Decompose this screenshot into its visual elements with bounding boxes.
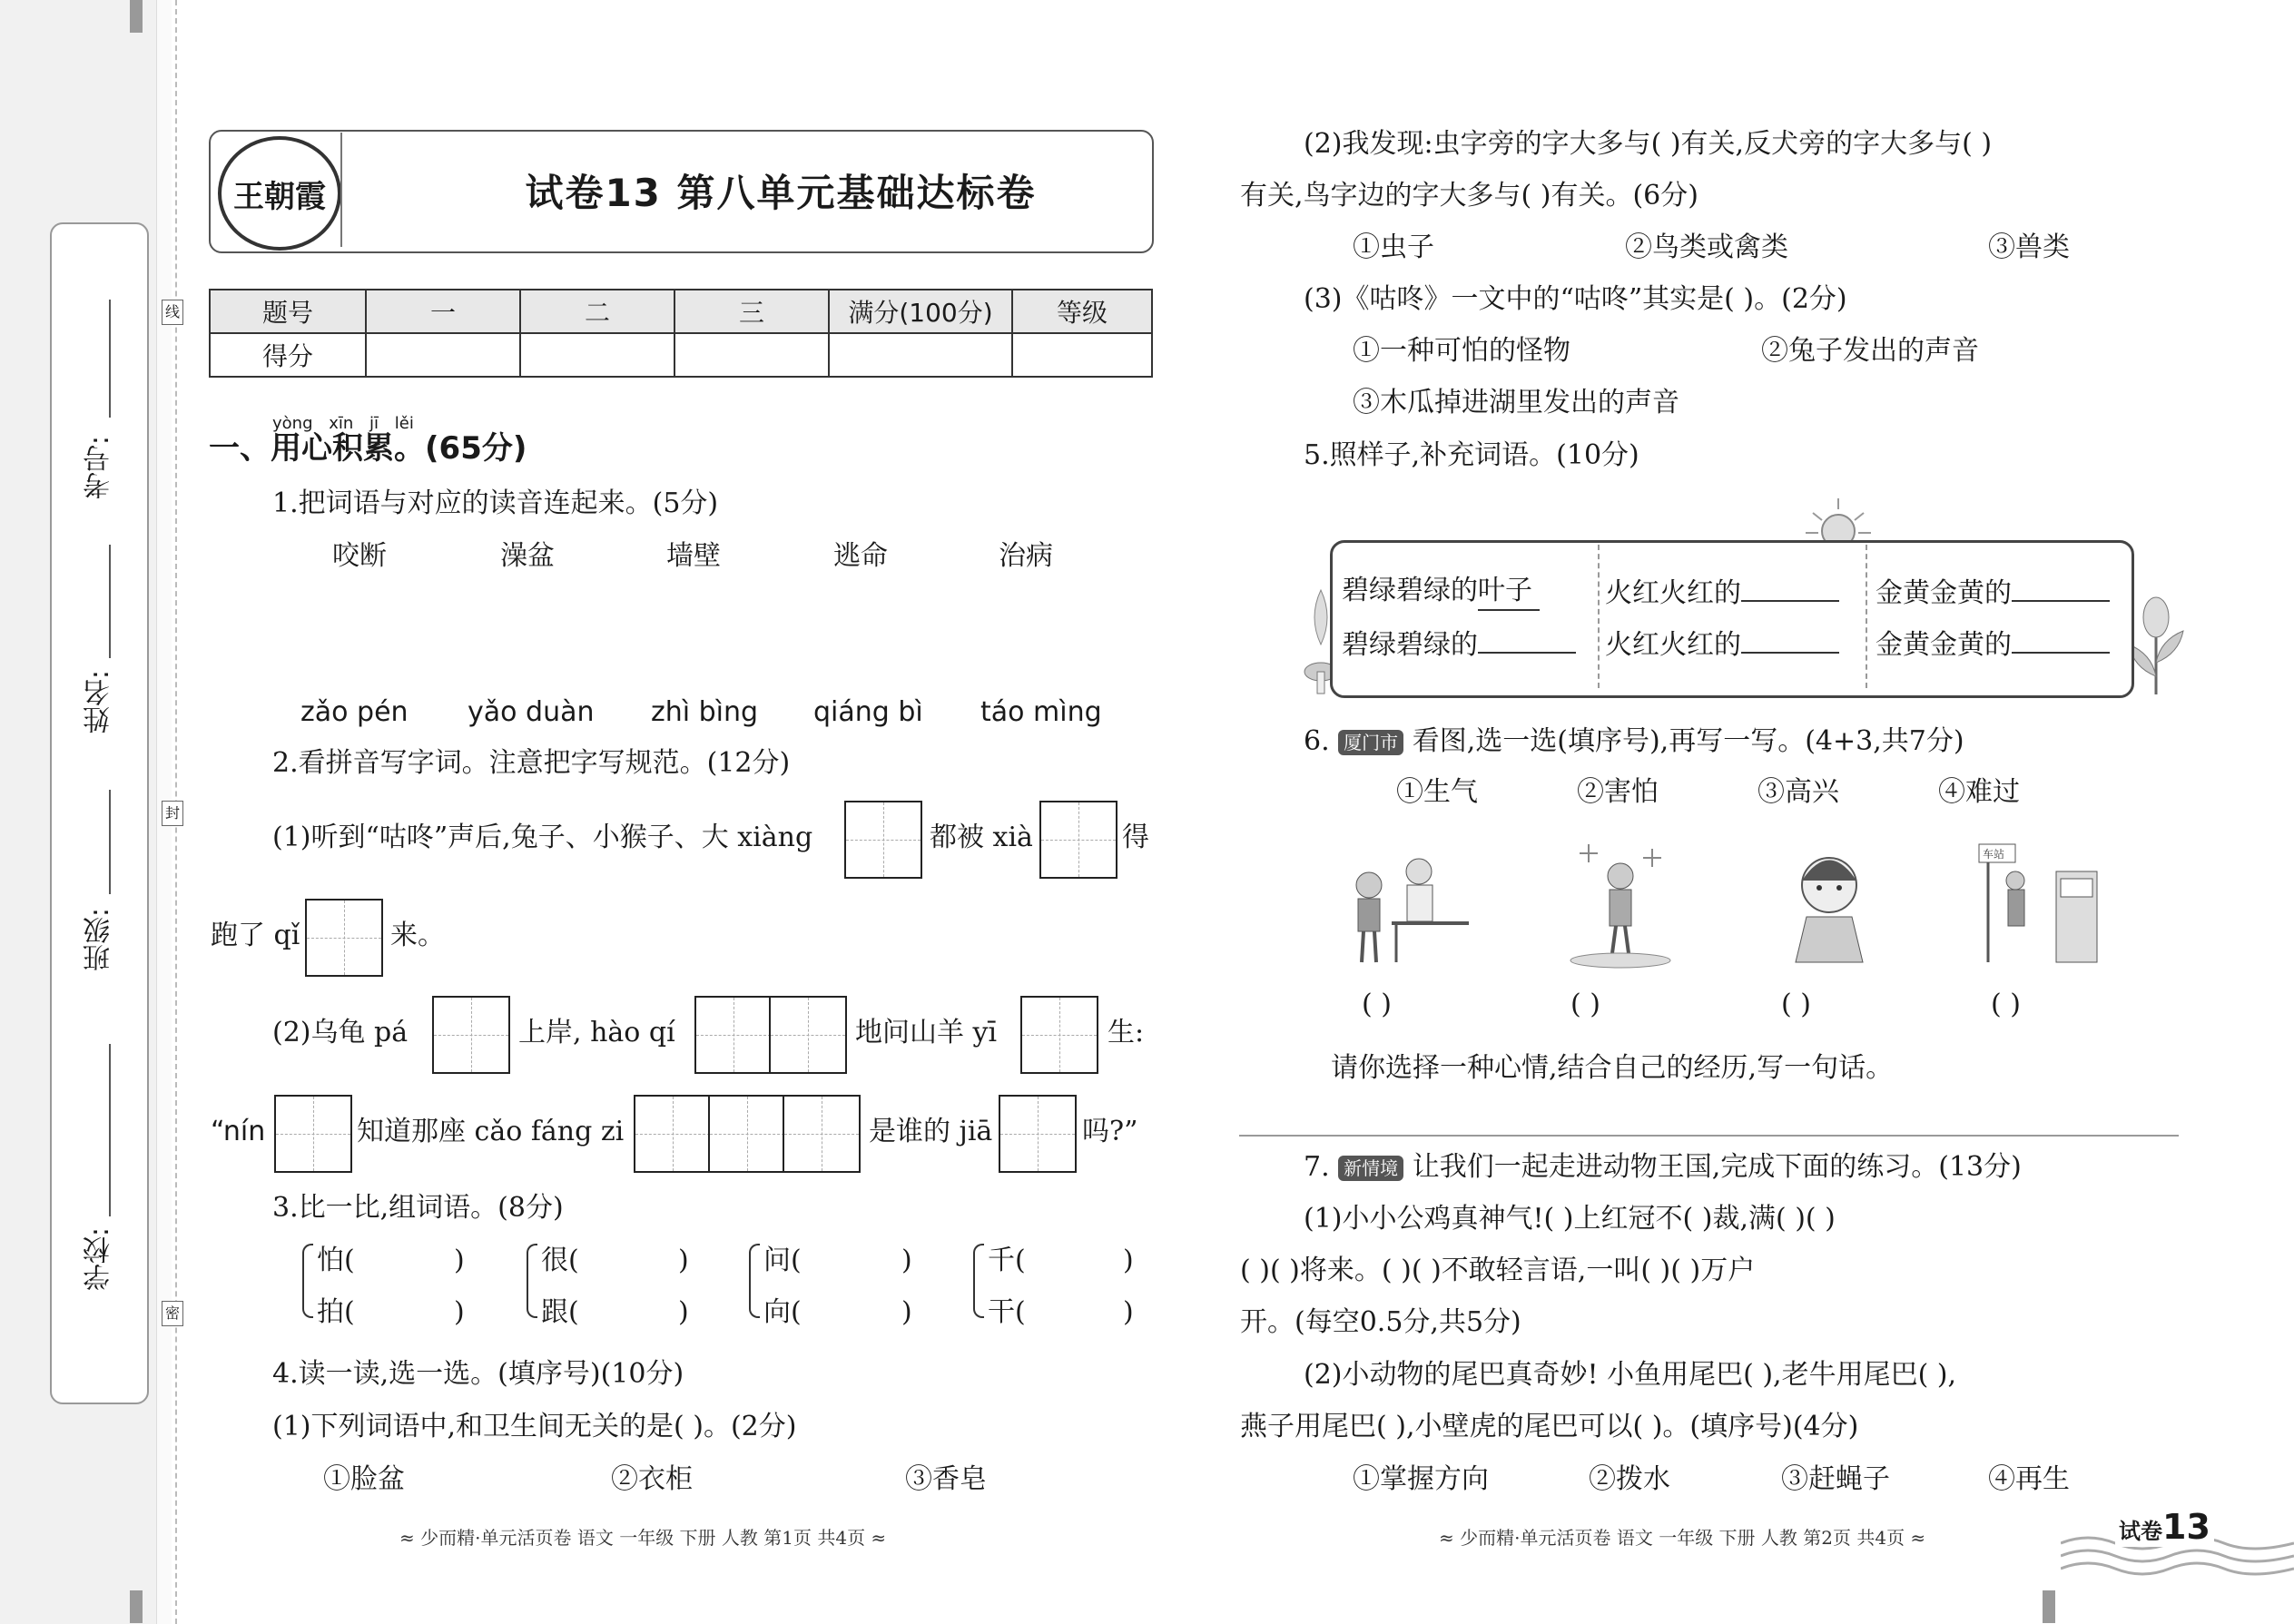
pinyin: yòng	[272, 414, 313, 433]
writing-box[interactable]	[274, 1095, 352, 1173]
pinyin: xīn	[329, 414, 354, 433]
score-cell[interactable]	[674, 333, 829, 377]
word[interactable]: 咬断	[332, 540, 387, 572]
q4-sub3: (3)《咕咚》一文中的“咕咚”其实是( )。(2分)	[1304, 283, 1847, 315]
table-cell: 得分	[210, 333, 366, 377]
fill-row	[1342, 573, 1540, 611]
footer-left: ≈ 少而精·单元活页卷 语文 一年级 下册 人教 第1页 共4页 ≈	[399, 1527, 887, 1549]
writing-box[interactable]	[432, 996, 510, 1074]
score-cell[interactable]	[366, 333, 520, 377]
writing-box[interactable]	[783, 1095, 861, 1173]
cut-mark: 封	[162, 801, 183, 826]
emotion-option[interactable]: ③高兴	[1757, 776, 1839, 808]
brace	[302, 1244, 313, 1318]
option[interactable]: ③赶蝇子	[1781, 1463, 1890, 1495]
q2-text: 生:	[1108, 1017, 1145, 1048]
answer-blank[interactable]: ( )	[1570, 989, 1600, 1020]
blank[interactable]	[1478, 625, 1576, 654]
q2-text: 上岸, hào qí	[518, 1017, 675, 1048]
question-6: 6. 厦门市 看图,选一选(填序号),再写一写。(4+3,共7分)	[1304, 725, 1964, 757]
sign-text: 车站	[1983, 848, 2005, 861]
q2-text: (2)乌龟 pá	[272, 1017, 409, 1048]
writing-box[interactable]	[634, 1095, 712, 1173]
blank[interactable]	[2012, 573, 2110, 602]
paren: )	[901, 1245, 912, 1276]
question-3: 3.比一比,组词语。(8分)	[272, 1192, 564, 1224]
table-row	[210, 333, 1152, 377]
word[interactable]: 澡盆	[500, 540, 555, 572]
table-cell: 题号	[210, 290, 366, 333]
compare-char: 很(	[541, 1245, 579, 1276]
writing-box[interactable]	[694, 996, 773, 1074]
pinyin-option[interactable]: zhì bìng	[651, 696, 759, 728]
paren: )	[1123, 1245, 1134, 1276]
name-label: 姓名:	[84, 670, 115, 734]
question-7	[1304, 1149, 2022, 1186]
q2-text: 来。	[390, 920, 445, 951]
compare-char: 拍(	[317, 1296, 355, 1328]
table-cell: 等级	[1012, 290, 1152, 333]
blank[interactable]	[2012, 625, 2110, 654]
paren: )	[678, 1245, 689, 1276]
table-row	[210, 290, 1152, 333]
table-cell: 一	[366, 290, 520, 333]
option[interactable]: ②拨水	[1589, 1463, 1670, 1495]
margin-stub	[130, 1590, 143, 1623]
publisher-logo	[218, 136, 341, 251]
compare-char: 千(	[988, 1245, 1026, 1276]
score-cell[interactable]	[829, 333, 1012, 377]
compare-char: 干(	[988, 1296, 1026, 1328]
paren: )	[454, 1296, 465, 1328]
pinyin-option[interactable]: qiáng bì	[813, 696, 923, 728]
q7-sub1: (1)小小公鸡真神气!( )上红冠不( )裁,满( )( )	[1304, 1203, 1836, 1235]
compare-char: 向(	[763, 1296, 802, 1328]
fill-row	[1605, 573, 1839, 612]
q7-sub2: 燕子用尾巴( ),小壁虎的尾巴可以( )。(填序号)(4分)	[1240, 1411, 1859, 1442]
word-fill-box	[1330, 540, 2134, 698]
writing-box[interactable]	[844, 801, 922, 879]
writing-box[interactable]	[999, 1095, 1077, 1173]
cut-mark: 密	[162, 1301, 183, 1326]
score-cell[interactable]	[520, 333, 674, 377]
question-2: 2.看拼音写字词。注意把字写规范。(12分)	[272, 747, 791, 779]
badge-label: 试卷	[2119, 1519, 2162, 1544]
option[interactable]: ④再生	[1988, 1463, 2070, 1495]
fill-prefix: 火红火红的	[1605, 629, 1741, 661]
fill-prefix: 碧绿碧绿的	[1342, 575, 1478, 606]
option[interactable]: ①虫子	[1353, 231, 1434, 263]
table-cell: 三	[674, 290, 829, 333]
word[interactable]: 墙壁	[666, 540, 721, 572]
page-title: 试卷13 第八单元基础达标卷	[525, 171, 1037, 215]
example-answer: 叶子	[1478, 573, 1540, 611]
option[interactable]: ③兽类	[1988, 231, 2070, 263]
footer-text: 少而精·单元活页卷 语文 一年级 下册 人教 第1页 共4页	[420, 1527, 866, 1549]
school-field[interactable]	[109, 1044, 111, 1216]
q7-sub1: ( )( )将来。( )( )不敢轻言语,一叫( )( )万户	[1240, 1255, 1756, 1286]
q2-text: (1)听到“咕咚”声后,兔子、小猴子、大 xiàng	[272, 822, 813, 853]
badge-number: 13	[2162, 1507, 2210, 1547]
score-table	[209, 289, 1153, 378]
compare-char: 问(	[763, 1245, 802, 1276]
banner-separator	[340, 133, 342, 247]
paren: )	[454, 1245, 465, 1276]
pinyin: jī	[369, 414, 379, 433]
fill-prefix: 金黄金黄的	[1876, 577, 2012, 609]
pinyin-option[interactable]: zǎo pén	[300, 696, 409, 728]
word[interactable]: 治病	[999, 540, 1053, 572]
exam-number-field[interactable]	[109, 300, 111, 418]
q2-text: 是谁的 jiā	[869, 1116, 993, 1147]
blank[interactable]	[1741, 573, 1839, 602]
table-cell: 二	[520, 290, 674, 333]
section-heading: 一、用心积累。(65分)	[209, 430, 527, 467]
option[interactable]: ②兔子发出的声音	[1761, 335, 1979, 367]
pinyin: lěi	[394, 414, 414, 433]
region-tag: 厦门市	[1338, 730, 1403, 755]
question-text: 让我们一起走进动物王国,完成下面的练习。(13分)	[1412, 1151, 2022, 1183]
child-fireworks-illustration	[1552, 835, 1689, 971]
compare-char: 跟(	[541, 1296, 579, 1328]
pinyin-option[interactable]: yǎo duàn	[468, 696, 595, 728]
fill-prefix: 火红火红的	[1605, 577, 1741, 609]
child-doctor-illustration	[1342, 835, 1478, 971]
q4-sub2: 有关,鸟字边的字大多与( )有关。(6分)	[1240, 180, 1698, 212]
option[interactable]: ②衣柜	[611, 1463, 693, 1495]
answer-blank[interactable]: ( )	[1362, 989, 1392, 1020]
footer-right: ≈ 少而精·单元活页卷 语文 一年级 下册 人教 第2页 共4页 ≈	[1439, 1527, 1926, 1549]
writing-box[interactable]	[1020, 996, 1098, 1074]
paren: )	[1123, 1296, 1134, 1328]
new-context-tag: 新情境	[1338, 1156, 1403, 1181]
option[interactable]: ③木瓜掉进湖里发出的声音	[1353, 387, 1679, 418]
writing-box[interactable]	[305, 899, 383, 977]
option[interactable]: ①掌握方向	[1353, 1463, 1489, 1495]
footer-text: 少而精·单元活页卷 语文 一年级 下册 人教 第2页 共4页	[1460, 1527, 1905, 1549]
blank[interactable]	[1741, 625, 1839, 654]
question-4: 4.读一读,选一选。(填序号)(10分)	[272, 1358, 684, 1390]
paren: )	[678, 1296, 689, 1328]
writing-box[interactable]	[708, 1095, 786, 1173]
pinyin-option[interactable]: táo mìng	[980, 696, 1102, 728]
brace	[749, 1244, 760, 1318]
option[interactable]: ③香皂	[905, 1463, 987, 1495]
brace	[527, 1244, 537, 1318]
divider	[1598, 545, 1600, 688]
emotion-option[interactable]: ②害怕	[1577, 776, 1659, 808]
writing-box[interactable]	[1039, 801, 1117, 879]
table-cell: 满分(100分)	[829, 290, 1012, 333]
answer-blank[interactable]: ( )	[1991, 989, 2021, 1020]
bus-stop-illustration	[1970, 835, 2106, 971]
fill-prefix: 金黄金黄的	[1876, 629, 2012, 661]
brace	[973, 1244, 984, 1318]
margin-stub	[2043, 1590, 2055, 1623]
cut-mark: 线	[162, 300, 183, 325]
q2-text: 地问山羊 yī	[855, 1017, 998, 1048]
q7-sub1: 开。(每空0.5分,共5分)	[1240, 1306, 1521, 1338]
emotion-option[interactable]: ①生气	[1396, 776, 1478, 808]
class-field[interactable]	[109, 790, 111, 894]
fill-prefix: 碧绿碧绿的	[1342, 629, 1478, 661]
word[interactable]: 逃命	[833, 540, 888, 572]
writing-box[interactable]	[769, 996, 847, 1074]
exam-number-label: 考号:	[84, 436, 115, 500]
q4-sub1: (1)下列词语中,和卫生间无关的是( )。(2分)	[272, 1411, 797, 1442]
fill-row	[1605, 625, 1839, 664]
question-1: 1.把词语与对应的读音连起来。(5分)	[272, 487, 719, 519]
option[interactable]: ①脸盆	[323, 1463, 405, 1495]
q2-text: 都被 xià	[930, 822, 1033, 853]
fill-row	[1876, 573, 2110, 612]
paper-badge	[2115, 1507, 2214, 1547]
margin-stub	[130, 0, 143, 33]
compare-char: 怕(	[317, 1245, 355, 1276]
paren: )	[901, 1296, 912, 1328]
school-label: 学校:	[84, 1227, 115, 1292]
logo-text: 王朝霞	[233, 178, 326, 215]
question-text: 看图,选一选(填序号),再写一写。(4+3,共7分)	[1412, 725, 1964, 757]
q2-text: “nín	[211, 1116, 266, 1147]
name-field[interactable]	[109, 545, 111, 658]
q2-text: 得	[1122, 822, 1149, 853]
girl-illustration	[1761, 835, 1897, 971]
q6-prompt: 请你选择一种心情,结合自己的经历,写一句话。	[1331, 1052, 1894, 1084]
q2-text: 跑了 qǐ	[211, 920, 300, 951]
section-divider	[1239, 1135, 2179, 1137]
emotion-option[interactable]: ④难过	[1938, 776, 2020, 808]
question-5: 5.照样子,补充词语。(10分)	[1304, 439, 1639, 471]
score-cell[interactable]	[1012, 333, 1152, 377]
divider	[1866, 545, 1867, 688]
q7-sub2: (2)小动物的尾巴真奇妙! 小鱼用尾巴( ),老牛用尾巴( ),	[1304, 1359, 1957, 1391]
class-label: 班级:	[84, 908, 115, 972]
option[interactable]: ①一种可怕的怪物	[1353, 335, 1570, 367]
option[interactable]: ②鸟类或禽类	[1625, 231, 1788, 263]
q4-sub2: (2)我发现:虫字旁的字大多与( )有关,反犬旁的字大多与( )	[1304, 128, 1993, 160]
answer-blank[interactable]: ( )	[1781, 989, 1811, 1020]
q2-text: 知道那座 cǎo fáng zi	[357, 1116, 625, 1147]
fill-row	[1876, 625, 2110, 664]
fill-row	[1342, 625, 1576, 664]
q2-text: 吗?”	[1082, 1116, 1138, 1147]
question-number: 7.	[1304, 1151, 1330, 1183]
